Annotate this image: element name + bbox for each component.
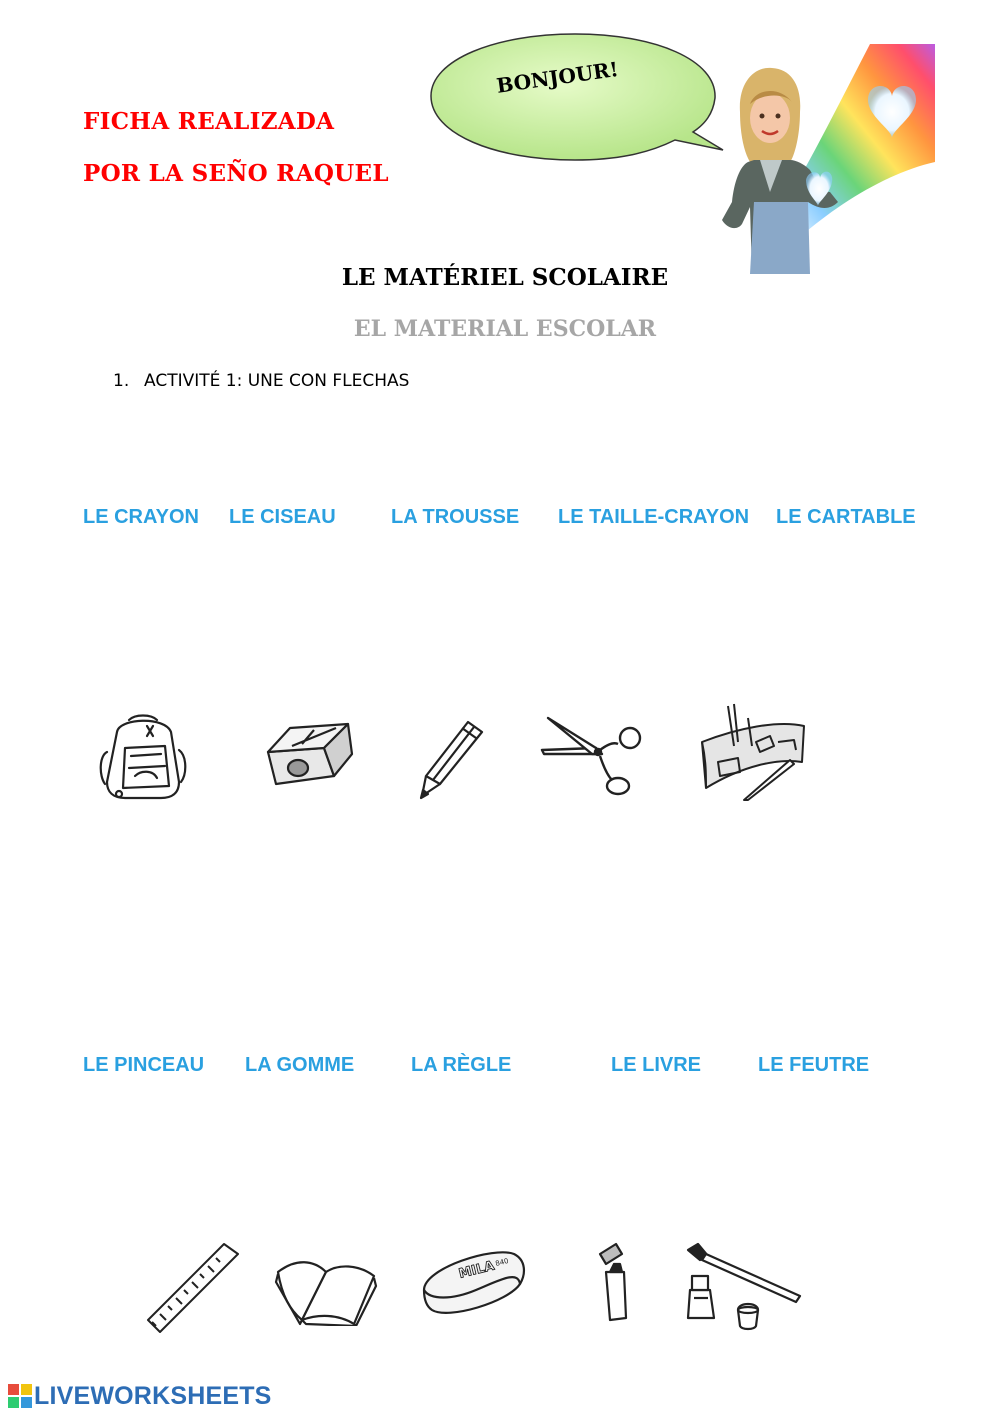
- eraser-image[interactable]: [420, 1244, 528, 1320]
- pencil-case-image[interactable]: [698, 702, 810, 802]
- word-le-ciseau[interactable]: LE CISEAU: [229, 506, 336, 528]
- speech-bubble-text: BONJOUR!: [495, 56, 620, 98]
- activity-label: ACTIVITÉ 1: UNE CON FLECHAS: [144, 371, 410, 391]
- word-le-pinceau[interactable]: LE PINCEAU: [83, 1054, 205, 1076]
- title-spanish: EL MATERIAL ESCOLAR: [353, 316, 657, 342]
- author-line-2: POR LA SEÑO RAQUEL: [83, 160, 389, 187]
- backpack-image[interactable]: [95, 712, 191, 802]
- scissors-image[interactable]: [538, 714, 646, 796]
- author-line-1: FICHA REALIZADA: [83, 108, 335, 135]
- paintbrush-image[interactable]: [684, 1240, 806, 1332]
- footer-brand[interactable]: [8, 1381, 272, 1411]
- activity-number: 1.: [113, 371, 130, 391]
- word-la-trousse[interactable]: LA TROUSSE: [391, 506, 520, 528]
- activity-instruction: [113, 371, 409, 391]
- eraser-number-text: 840: [494, 1256, 510, 1268]
- ruler-image[interactable]: [144, 1240, 242, 1336]
- pencil-sharpener-image[interactable]: [262, 718, 354, 790]
- liveworksheets-logo-icon: [8, 1384, 32, 1408]
- pencil-image[interactable]: [418, 718, 488, 800]
- eraser-brand-text: MILA: [457, 1258, 497, 1282]
- word-le-cartable[interactable]: LE CARTABLE: [776, 506, 916, 528]
- book-image[interactable]: [272, 1250, 380, 1326]
- title-french: LE MATÉRIEL SCOLAIRE: [341, 264, 669, 291]
- footer-brand-text: LIVEWORKSHEETS: [34, 1381, 272, 1410]
- word-le-livre[interactable]: LE LIVRE: [611, 1054, 702, 1076]
- speech-bubble: [425, 28, 725, 168]
- teacher-avatar: [720, 42, 935, 274]
- word-le-feutre[interactable]: LE FEUTRE: [758, 1054, 870, 1076]
- word-la-regle[interactable]: LA RÈGLE: [411, 1054, 512, 1076]
- word-la-gomme[interactable]: LA GOMME: [245, 1054, 355, 1076]
- word-le-crayon[interactable]: LE CRAYON: [83, 506, 199, 528]
- marker-image[interactable]: [592, 1242, 642, 1322]
- word-le-taille-crayon[interactable]: LE TAILLE-CRAYON: [558, 506, 750, 528]
